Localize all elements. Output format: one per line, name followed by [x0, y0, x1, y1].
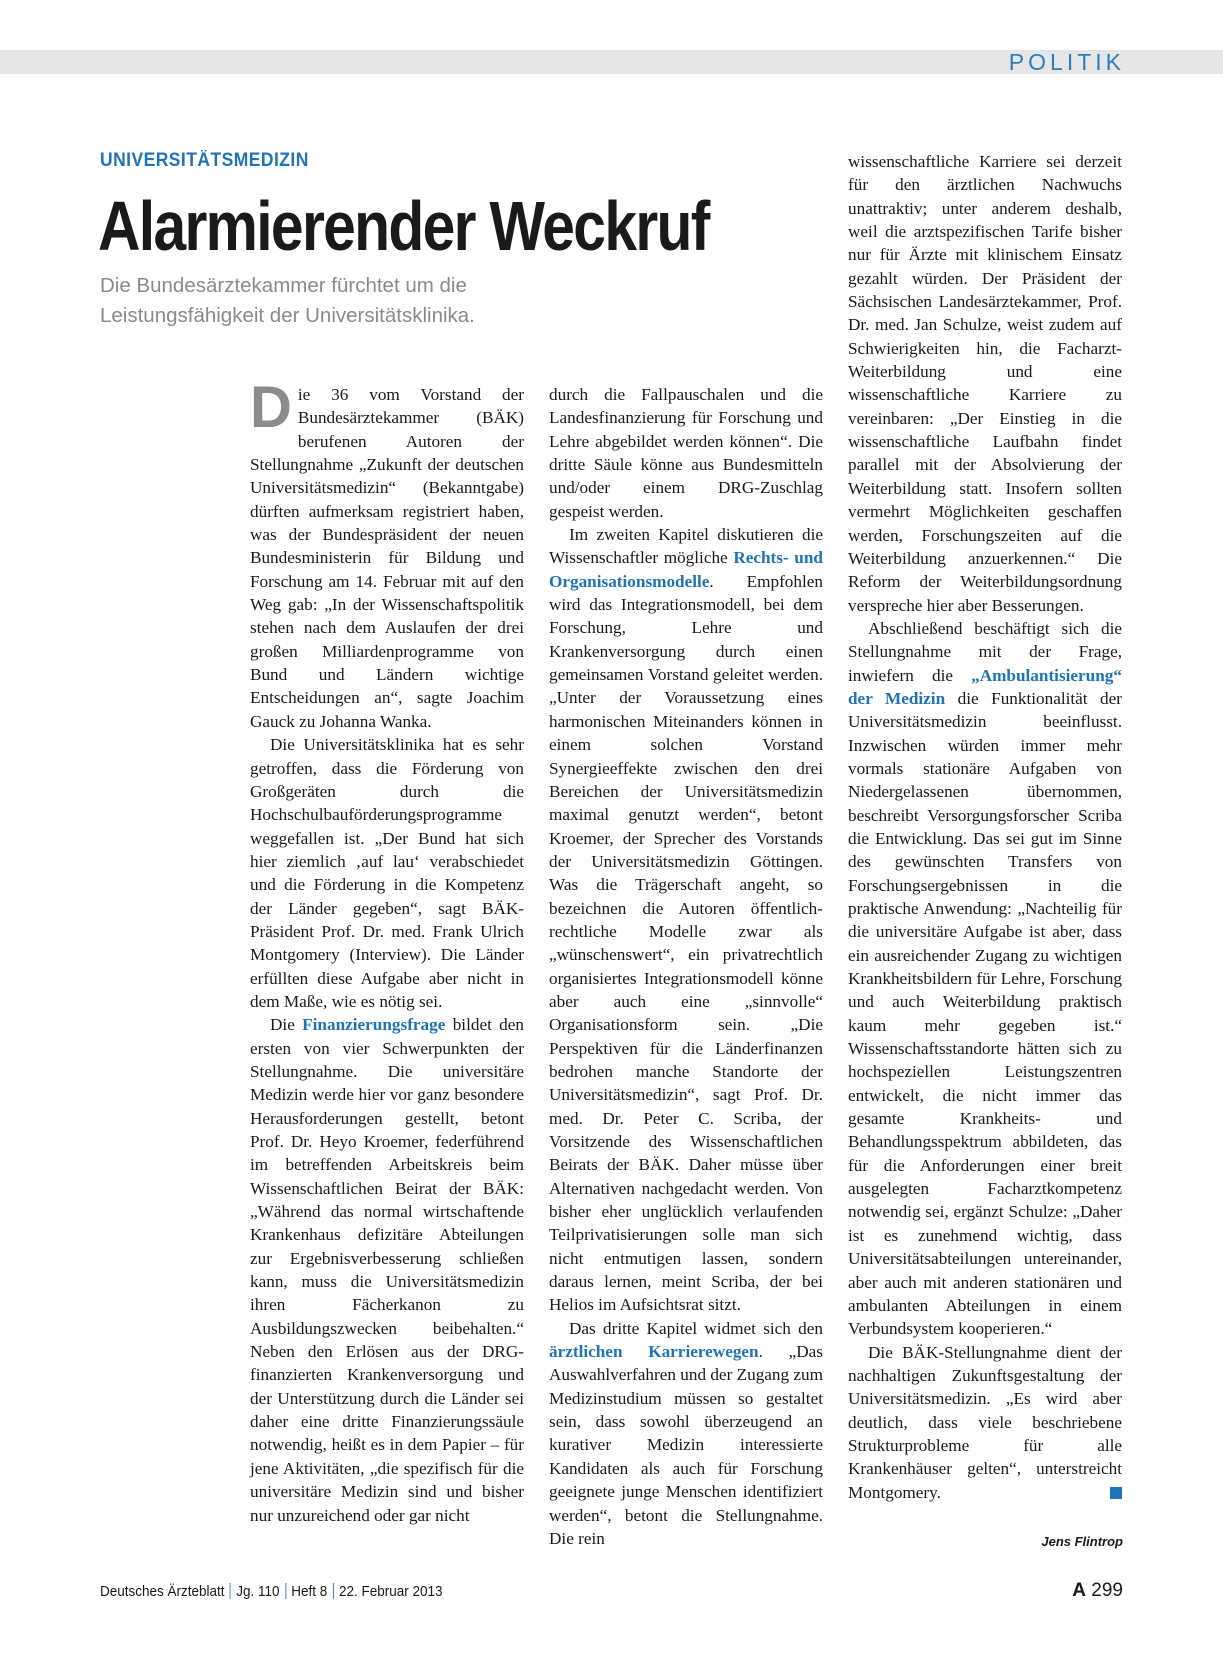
paragraph-text: . Empfohlen wird das Integrationsmodell, bei dem Forschung, Lehre und Krankenversorgung durch einen gemeinsamen Vorstand geleitet werden. „Unter der Voraussetzung eines harmonischen Miteinanders können in einem solchen Vorstand Synergieeffekte zwischen den drei Bereichen der Universitätsmedizin maximal genutzt werden“, betont Kroemer, der Sprecher des Vorstands der Universitätsmedizin Göttingen. Was die Trägerschaft angeht, so bezeichnen die Autoren öffentlich-rechtliche Modelle zwar als „wünschenswert“, ein privatrechtlich organisiertes Integrationsmodell könne aber auch eine „sinnvolle“ Organisationsform sein. „Die Perspektiven für die Länderfinanzen bedrohen manche Standorte der Universitätsmedizin“, sagt Prof. Dr. med. Dr. Peter C. Scriba, der Vorsitzende des Wissenschaftlichen Beirats der BÄK. Daher müsse über Alternativen nachgedacht werden. Von bisher eher unglücklich verlaufenden Teilprivatisierungen solle man sich nicht entmutigen lassen, sondern daraus lernen, meint Scriba, der bei Helios im Aufsichtsrat sitzt. [549, 571, 823, 1315]
paragraph-text: durch die Fallpauschalen und die Landesfinanzierung für Forschung und Lehre abgebildet werden können“. Die dritte Säule könne aus Bundesmitteln und/oder einem DRG-Zuschlag gespeist werden. [549, 385, 823, 521]
paragraph-text: Das dritte Kapitel widmet sich den [569, 1318, 823, 1338]
article-column-2 [549, 383, 823, 1550]
keyword-highlight: ärztlichen Karrierewegen [549, 1342, 759, 1362]
author-name: Jens Flintrop [1041, 1534, 1123, 1549]
paragraph-text: bildet den ersten von vier Schwerpunkten der Stellungnahme. Die universitäre Medizin werde hier vor ganz besondere Herausforderungen gestellt, betont Prof. Dr. Heyo Kroemer, federführend im betreffenden Arbeitskreis beim Wissenschaftlichen Beirat der BÄK: „Während das normal wirtschaftende Krankenhaus defizitäre Abteilungen zur Ergebnisverbesserung schließen kann, muss die Universitätsmedizin ihren Fächerkanon zu Ausbildungszwecken beibehalten.“ Neben den Erlösen aus der DRG-finanzierten Krankenversorgung und der Unterstützung durch die Länder sei daher eine dritte Finanzierungssäule notwendig, heißt es in dem Papier – für jene Aktivitäten, „die spezifisch für die universitäre Medizin sind und bisher nur unzureichend oder gar nicht [250, 1015, 524, 1525]
footer-separator [230, 1583, 231, 1599]
paragraph-text: die Funktionalität der Universitätsmedizin beeinflusst. Inzwischen würden immer mehr vormals stationäre Aufgaben von Niedergelassenen übernommen, beschreibt Versorgungsforscher Scriba die Entwicklung. Das sei gut im Sinne des gewünschten Transfers von Forschungsergebnissen in die praktische Anwendung: „Nachteilig für die universitäre Aufgabe ist aber, dass ein ausreichender Zugang zu wichtigen Krankheitsbildern für Lehre, Forschung und auch Weiterbildung praktisch kaum mehr gegeben ist.“ Wissenschaftsstandorte hätten sich zu hochspeziellen Leistungszentren entwickelt, die nicht immer das gesamte Krankheits- und Behandlungsspektrum abbildeten, das für die Anforderungen einer breit ausgelegten Facharztkompetenz notwendig sei, ergänzt Schulze: „Daher ist es zunehmend wichtig, dass Universitätsabteilungen untereinander, aber auch mit anderen stationären und ambulanten Abteilungen in einem Verbundsystem kooperieren.“ [848, 688, 1123, 1339]
section-label: POLITIK [1008, 49, 1125, 75]
article-title: Alarmierender Weckruf [98, 187, 709, 265]
article-column-1 [250, 375, 524, 1527]
page-number-value: 299 [1091, 1580, 1123, 1601]
paragraph-text: wissenschaftliche Karriere sei derzeit für den ärztlichen Nachwuchs unattraktiv; unter anderem deshalb, weil die arztspezifischen Tarife bisher nur für Ärzte mit klinischem Einsatz gezahlt würden. Der Präsident der Sächsischen Landesärztekammer, Prof. Dr. med. Jan Schulze, weist zudem auf Schwierigkeiten hin, die Facharzt-Weiterbildung und eine wissenschaftliche Karriere zu vereinbaren: „Der Einstieg in die wissenschaftliche Laufbahn findet parallel mit der Absolvierung der Weiterbildung statt. Insofern sollten vermehrt Möglichkeiten geschaffen werden, Forschungszeiten auf die Weiterbildung anzuerkennen.“ Die Reform der Weiterbildungsordnung verspreche hier aber Besserungen. [848, 152, 1122, 615]
paragraph-text: Im zweiten Kapitel diskutieren die Wissenschaftler mögliche [549, 525, 823, 568]
paragraph [848, 1341, 1122, 1504]
paragraph-text: . „Das Auswahlverfahren und der Zugang zum Medizinstudium müssen so gestaltet sein, dass sowohl überzeugend an kurativer Medizin interessierte Kandidaten als auch für Forschung geeignete junge Menschen identifiziert werden“, betont die Stellungnahme. Die rein [549, 1342, 823, 1548]
paragraph [549, 383, 823, 523]
footer [100, 1583, 443, 1600]
paragraph-text: ie 36 vom Vorstand der Bundesärztekammer (BÄK) berufenen Autoren der Stellungnahme „Zukunft der deutschen Universitätsmedizin“ (Bekanntgabe) dürften aufmerksam registriert haben, was der Bundespräsident der neuen Bundesministerin für Bildung und Forschung am 14. Februar mit auf den Weg gab: „In der Wissenschaftspolitik stehen nach dem Auslaufen der drei großen Milliardenprogramme von Bund und Ländern wichtige Entscheidungen an“, sagte Joachim Gauck zu Johanna Wanka. [250, 385, 524, 731]
paragraph-text: Abschließend beschäftigt sich die Stellungnahme mit der Frage, inwiefern die [848, 618, 1122, 685]
issue: Heft 8 [291, 1583, 328, 1600]
article-column-3 [848, 150, 1122, 1504]
keyword-highlight: Rechts- und Organisationsmodelle [549, 548, 823, 591]
end-mark-icon [1110, 1487, 1122, 1499]
footer-separator [333, 1583, 334, 1599]
keyword-highlight: „Ambulantisierung“ der Medizin [848, 665, 1122, 708]
paragraph-text: Die BÄK-Stellungnahme dient der nachhaltigen Zukunftsgestaltung der Universitätsmedizin. „Es wird aber deutlich, dass viele beschriebene Strukturprobleme für alle Krankenhäuser gelten“, unterstreicht Montgomery. [848, 1342, 1122, 1502]
page-number [1072, 1580, 1123, 1602]
paragraph [848, 617, 1122, 1341]
paragraph [848, 150, 1122, 617]
paragraph [250, 375, 524, 733]
paragraph-text: Die [270, 1015, 303, 1035]
volume: Jg. 110 [236, 1583, 280, 1600]
paragraph [549, 523, 823, 1317]
paragraph-text: Die Universitätsklinika hat es sehr getroffen, dass die Förderung von Großgeräten durch die Hochschulbauförderungsprogramme weggefallen ist. „Der Bund hat sich hier ziemlich ‚auf lau‘ verabschiedet und die Förderung in die Kompetenz der Länder gegeben“, sagt BÄK-Präsident Prof. Dr. med. Frank Ulrich Montgomery (Interview). Die Länder erfüllten diese Aufgabe aber nicht in dem Maße, wie es nötig sei. [250, 735, 524, 1011]
paragraph [250, 733, 524, 1013]
article-subtitle: Die Bundesärztekammer fürchtet um die Leistungsfähigkeit der Universitätsklinika. [100, 274, 475, 327]
drop-cap: D [250, 375, 292, 440]
issue-date: 22. Februar 2013 [338, 1583, 443, 1600]
article-kicker: UNIVERSITÄTSMEDIZIN [100, 150, 309, 171]
publication-name: Deutsches Ärzteblatt [100, 1583, 225, 1600]
keyword-highlight: Finanzierungsfrage [302, 1015, 446, 1035]
page-prefix: A [1072, 1580, 1087, 1601]
footer-separator [285, 1583, 286, 1599]
paragraph [549, 1317, 823, 1550]
paragraph [250, 1013, 524, 1527]
